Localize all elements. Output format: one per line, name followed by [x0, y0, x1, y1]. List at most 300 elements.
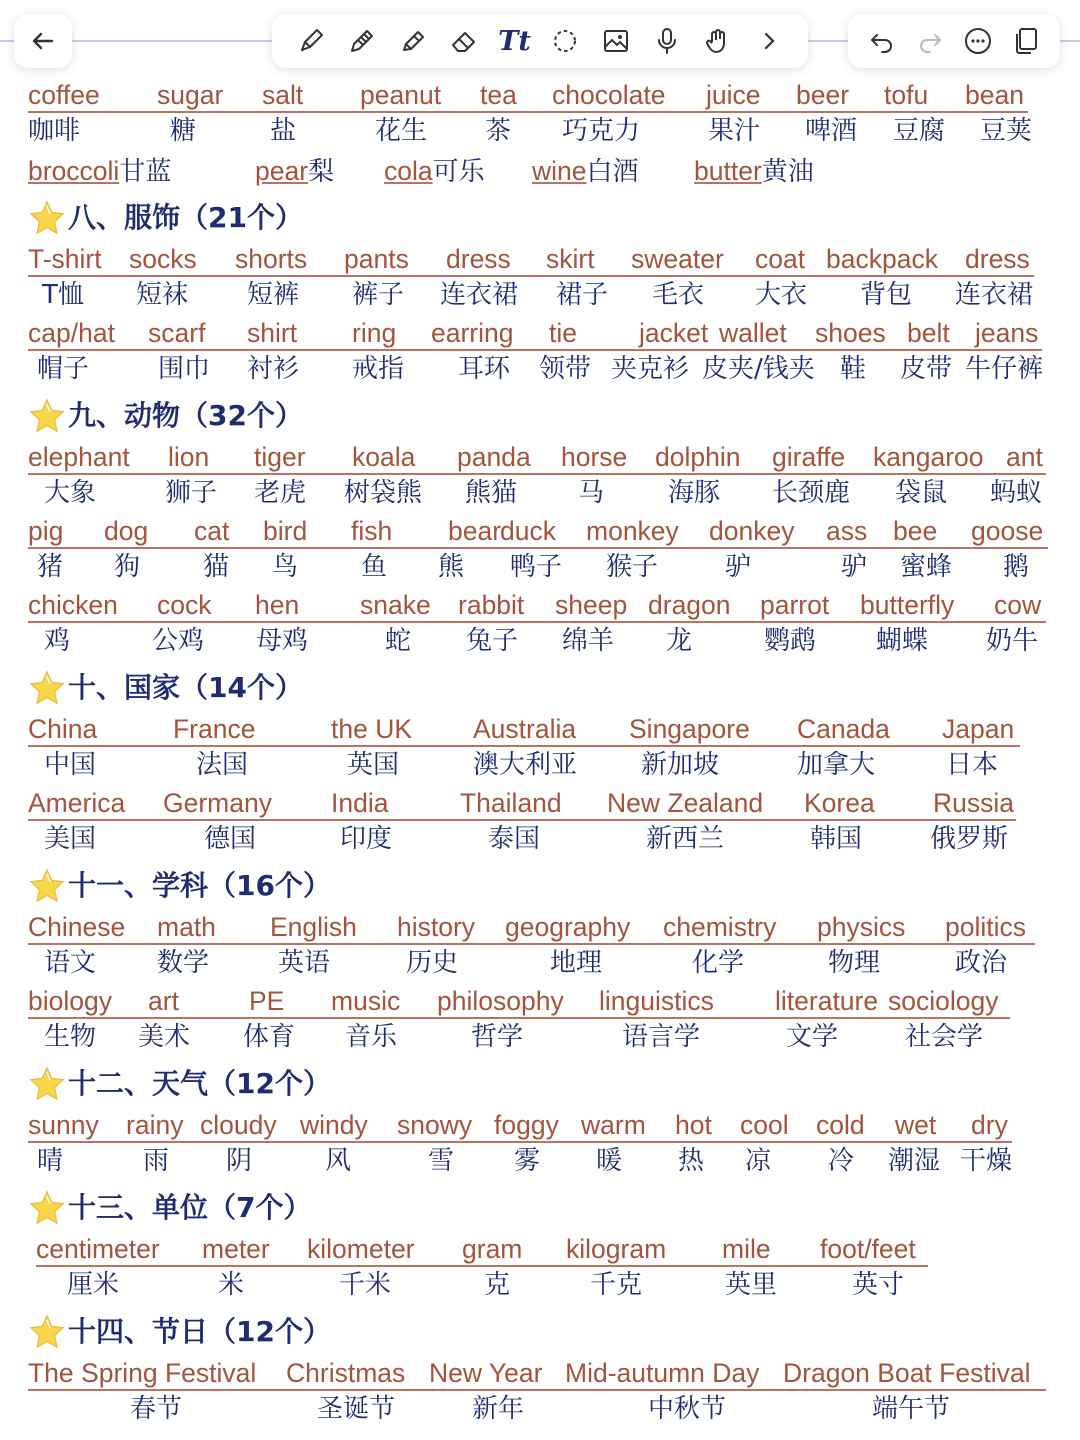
undo-icon[interactable] — [866, 25, 898, 57]
chinese-meaning: 语文 — [44, 948, 97, 978]
chinese-meaning: 数学 — [157, 948, 210, 978]
english-word: wine — [532, 156, 587, 186]
english-word: cock — [157, 590, 212, 620]
english-word: tiger — [254, 442, 306, 472]
chinese-meaning: 韩国 — [810, 824, 863, 854]
english-word: chemistry — [663, 912, 777, 942]
english-word: peanut — [360, 80, 442, 110]
english-word: fish — [351, 516, 393, 546]
english-word: parrot — [760, 590, 830, 620]
chinese-meaning: 雾 — [514, 1146, 541, 1176]
chinese-meaning: 鱼 — [361, 552, 388, 582]
chinese-meaning: 干燥 — [960, 1146, 1013, 1176]
english-word: shorts — [235, 244, 308, 274]
english-word: tea — [480, 80, 517, 110]
chinese-meaning: 猴子 — [606, 552, 659, 582]
chinese-meaning: 政治 — [955, 948, 1008, 978]
chinese-meaning: 蝴蝶 — [876, 626, 929, 656]
english-word: Korea — [804, 788, 875, 818]
animals-english-row-2 — [0, 514, 1080, 554]
chinese-meaning: 狮子 — [165, 478, 218, 508]
chinese-meaning: 蛇 — [385, 626, 412, 656]
english-word: mile — [722, 1234, 771, 1264]
image-icon[interactable] — [600, 25, 632, 57]
chinese-meaning: 生物 — [44, 1022, 97, 1052]
animals-english-row-1 — [0, 440, 1080, 480]
chinese-meaning: 连衣裙 — [440, 280, 519, 310]
english-word: Canada — [797, 714, 890, 744]
more-icon[interactable] — [962, 25, 994, 57]
english-word: koala — [352, 442, 416, 472]
english-word: bean — [965, 80, 1024, 110]
star-icon — [28, 867, 66, 905]
english-word: pants — [344, 244, 409, 274]
chinese-meaning: 潮湿 — [888, 1146, 941, 1176]
festivals-english-row — [0, 1356, 1080, 1396]
english-word: sociology — [888, 986, 999, 1016]
chinese-meaning: 音乐 — [345, 1022, 398, 1052]
english-word: literature — [775, 986, 879, 1016]
pen-icon[interactable] — [295, 25, 327, 57]
mixed-word — [694, 154, 814, 189]
chinese-meaning: 熊 — [438, 552, 465, 582]
english-word: wet — [895, 1110, 937, 1140]
chinese-meaning: 雨 — [143, 1146, 170, 1176]
english-word: politics — [945, 912, 1027, 942]
english-word: cat — [194, 516, 230, 546]
text-icon[interactable] — [499, 25, 531, 57]
english-word: rabbit — [458, 590, 525, 620]
chinese-meaning: 千米 — [339, 1270, 392, 1300]
chinese-meaning: 狗 — [114, 552, 141, 582]
english-word: cloudy — [200, 1110, 277, 1140]
subjects-english-row-2 — [0, 984, 1080, 1024]
english-word: giraffe — [772, 442, 846, 472]
section-units — [28, 1186, 311, 1230]
chinese-meaning: 糖 — [170, 116, 197, 146]
animals-chinese-row-2 — [0, 550, 1080, 590]
english-word: dress — [965, 244, 1030, 274]
chinese-meaning: 海豚 — [668, 478, 721, 508]
chinese-meaning: 阴 — [226, 1146, 253, 1176]
chinese-meaning: 新西兰 — [646, 824, 725, 854]
section-title: 十四、节日（12个） — [68, 1315, 331, 1348]
chevron-right-icon[interactable] — [753, 25, 785, 57]
english-word: butter — [694, 156, 762, 186]
section-title: 十、国家（14个） — [68, 671, 303, 704]
section-clothing — [28, 196, 303, 240]
section-title: 十二、天气（12个） — [68, 1067, 331, 1100]
pencil-icon[interactable] — [346, 25, 378, 57]
chinese-meaning: 英里 — [725, 1270, 778, 1300]
chinese-meaning: 夹克衫 — [611, 354, 690, 384]
chinese-meaning: 马 — [578, 478, 605, 508]
english-word: cola — [384, 156, 433, 186]
countries-chinese-row-2 — [0, 822, 1080, 862]
chinese-meaning: 英语 — [278, 948, 331, 978]
english-word: math — [157, 912, 216, 942]
chinese-meaning: 晴 — [37, 1146, 64, 1176]
star-icon — [28, 199, 66, 237]
chinese-meaning: 短袜 — [136, 280, 189, 310]
english-word: dragon — [648, 590, 731, 620]
chinese-meaning: 短裤 — [247, 280, 300, 310]
chinese-meaning: 背包 — [860, 280, 913, 310]
english-word: salt — [262, 80, 304, 110]
mixed-word — [532, 154, 639, 189]
countries-chinese-row-1 — [0, 748, 1080, 788]
chinese-meaning: 耳环 — [458, 354, 511, 384]
english-word: music — [331, 986, 401, 1016]
chinese-meaning: 可乐 — [432, 157, 485, 187]
chinese-meaning: 大象 — [44, 478, 97, 508]
chinese-meaning: 鹅 — [1003, 552, 1030, 582]
subjects-chinese-row-1 — [0, 946, 1080, 986]
back-button[interactable] — [14, 14, 72, 68]
english-word: Russia — [933, 788, 1015, 818]
english-word: jeans — [975, 318, 1039, 348]
chinese-meaning: 体育 — [243, 1022, 296, 1052]
english-word: chicken — [28, 590, 118, 620]
microphone-icon[interactable] — [651, 25, 683, 57]
english-word: butterfly — [860, 590, 955, 620]
english-word: cow — [994, 590, 1042, 620]
english-word: beer — [796, 80, 850, 110]
english-word: Australia — [473, 714, 577, 744]
star-icon — [28, 1313, 66, 1351]
chinese-meaning: 盐 — [270, 116, 297, 146]
chinese-meaning: 皮带 — [900, 354, 953, 384]
english-word: Christmas — [286, 1358, 406, 1388]
chinese-meaning: 鸟 — [272, 552, 299, 582]
chinese-meaning: 美术 — [138, 1022, 191, 1052]
animals-english-row-3 — [0, 588, 1080, 628]
english-word: English — [270, 912, 357, 942]
drawing-tools-bar — [272, 14, 808, 68]
english-word: jacket — [639, 318, 709, 348]
english-word: snowy — [397, 1110, 473, 1140]
chinese-meaning: 花生 — [375, 116, 428, 146]
chinese-meaning: 端午节 — [872, 1394, 951, 1424]
chinese-meaning: 驴 — [725, 552, 752, 582]
english-word: America — [28, 788, 126, 818]
chinese-meaning: 雪 — [428, 1146, 455, 1176]
english-word: T-shirt — [28, 244, 102, 274]
english-word: sweater — [631, 244, 724, 274]
english-word: bird — [263, 516, 308, 546]
chinese-meaning: 鸡 — [44, 626, 71, 656]
section-subjects — [28, 864, 331, 908]
food-english-row — [0, 78, 1080, 118]
clothing-chinese-row-2 — [0, 352, 1080, 392]
english-word: ring — [352, 318, 397, 348]
english-word: earring — [431, 318, 514, 348]
english-word: sunny — [28, 1110, 99, 1140]
english-word: foggy — [494, 1110, 559, 1140]
english-word: linguistics — [599, 986, 714, 1016]
animals-chinese-row-1 — [0, 476, 1080, 516]
english-word: ass — [826, 516, 868, 546]
english-word: cold — [816, 1110, 865, 1140]
english-word: bee — [893, 516, 938, 546]
chinese-meaning: 梨 — [308, 157, 335, 187]
english-word: dolphin — [655, 442, 741, 472]
chinese-meaning: 风 — [325, 1146, 352, 1176]
english-word: Singapore — [629, 714, 750, 744]
chinese-meaning: 凉 — [745, 1146, 772, 1176]
english-word: warm — [581, 1110, 646, 1140]
chinese-meaning: 化学 — [692, 948, 745, 978]
chinese-meaning: 冷 — [828, 1146, 855, 1176]
english-word: kilometer — [307, 1234, 415, 1264]
chinese-meaning: 兔子 — [466, 626, 519, 656]
chinese-meaning: 日本 — [946, 750, 999, 780]
animals-chinese-row-3 — [0, 624, 1080, 664]
chinese-meaning: 鹦鹉 — [764, 626, 817, 656]
english-word: sheep — [555, 590, 628, 620]
chinese-meaning: 蚂蚁 — [990, 478, 1043, 508]
subjects-chinese-row-2 — [0, 1020, 1080, 1060]
english-word: philosophy — [437, 986, 564, 1016]
eraser-icon[interactable] — [448, 25, 480, 57]
english-word: donkey — [709, 516, 795, 546]
english-word: Japan — [942, 714, 1015, 744]
mixed-word — [28, 154, 171, 189]
english-word: coffee — [28, 80, 100, 110]
chinese-meaning: 中国 — [44, 750, 97, 780]
chinese-meaning: 公鸡 — [152, 626, 205, 656]
english-word: duck — [500, 516, 556, 546]
english-word: coat — [755, 244, 806, 274]
english-word: goose — [971, 516, 1044, 546]
star-icon — [28, 1065, 66, 1103]
chinese-meaning: 热 — [678, 1146, 705, 1176]
chinese-meaning: 蜜蜂 — [900, 552, 953, 582]
chinese-meaning: 裙子 — [556, 280, 609, 310]
english-word: scarf — [148, 318, 206, 348]
festivals-chinese-row — [0, 1392, 1080, 1432]
star-icon — [28, 669, 66, 707]
chinese-meaning: 母鸡 — [256, 626, 309, 656]
section-animals — [28, 394, 303, 438]
section-weather — [28, 1062, 331, 1106]
english-word: foot/feet — [820, 1234, 916, 1264]
english-word: centimeter — [36, 1234, 160, 1264]
english-word: New Year — [429, 1358, 543, 1388]
english-word: monkey — [586, 516, 679, 546]
chinese-meaning: 德国 — [204, 824, 257, 854]
chinese-meaning: 咖啡 — [28, 116, 81, 146]
hand-gesture-icon[interactable] — [702, 25, 734, 57]
chinese-meaning: 鸭子 — [510, 552, 563, 582]
arrow-left-icon[interactable] — [27, 25, 59, 57]
english-word: backpack — [826, 244, 938, 274]
english-word: hen — [255, 590, 300, 620]
chinese-meaning: 茶 — [485, 116, 512, 146]
english-word: physics — [817, 912, 906, 942]
english-word: broccoli — [28, 156, 120, 186]
english-word: The Spring Festival — [28, 1358, 257, 1388]
english-word: skirt — [546, 244, 595, 274]
chinese-meaning: 英寸 — [852, 1270, 905, 1300]
english-word: dress — [446, 244, 511, 274]
countries-english-row-1 — [0, 712, 1080, 752]
chinese-meaning: 新加坡 — [641, 750, 720, 780]
chinese-meaning: 奶牛 — [986, 626, 1039, 656]
food-chinese-row — [0, 114, 1080, 154]
chinese-meaning: 物理 — [828, 948, 881, 978]
english-word: geography — [505, 912, 631, 942]
pages-icon[interactable] — [1010, 25, 1042, 57]
chinese-meaning: 长颈鹿 — [772, 478, 851, 508]
chinese-meaning: 猪 — [37, 552, 64, 582]
highlighter-icon[interactable] — [397, 25, 429, 57]
english-word: panda — [457, 442, 531, 472]
clothing-chinese-row-1 — [0, 278, 1080, 318]
clothing-english-row-1 — [0, 242, 1080, 282]
english-word: ant — [1006, 442, 1043, 472]
chinese-meaning: 牛仔裤 — [965, 354, 1044, 384]
english-word: tofu — [884, 80, 929, 110]
english-word: horse — [561, 442, 628, 472]
chinese-meaning: 裤子 — [352, 280, 405, 310]
english-word: Mid-autumn Day — [565, 1358, 760, 1388]
text-tool-label: Tt — [498, 25, 531, 57]
english-word: chocolate — [552, 80, 666, 110]
chinese-meaning: 澳大利亚 — [473, 750, 578, 780]
units-english-row — [0, 1232, 1080, 1272]
chinese-meaning: 帽子 — [37, 354, 90, 384]
english-word: Dragon Boat Festival — [783, 1358, 1031, 1388]
english-word: windy — [300, 1110, 368, 1140]
chinese-meaning: 千克 — [590, 1270, 643, 1300]
chinese-meaning: 法国 — [196, 750, 249, 780]
chinese-meaning: 厘米 — [67, 1270, 120, 1300]
chinese-meaning: 树袋熊 — [344, 478, 423, 508]
english-word: dry — [971, 1110, 1008, 1140]
chinese-meaning: 猫 — [203, 552, 230, 582]
english-word: juice — [706, 80, 761, 110]
chinese-meaning: 甘蓝 — [119, 157, 172, 187]
section-title: 十三、单位（7个） — [68, 1191, 312, 1224]
english-word: meter — [202, 1234, 270, 1264]
section-title: 十一、学科（16个） — [68, 869, 331, 902]
subjects-english-row-1 — [0, 910, 1080, 950]
english-word: bear — [448, 516, 502, 546]
english-word: belt — [907, 318, 950, 348]
chinese-meaning: 地理 — [550, 948, 603, 978]
english-word: China — [28, 714, 98, 744]
chinese-meaning: 文学 — [786, 1022, 839, 1052]
chinese-meaning: 熊猫 — [465, 478, 518, 508]
chinese-meaning: 驴 — [841, 552, 868, 582]
chinese-meaning: 龙 — [666, 626, 693, 656]
english-word: wallet — [719, 318, 787, 348]
chinese-meaning: 巧克力 — [562, 116, 641, 146]
chinese-meaning: 毛衣 — [652, 280, 705, 310]
chinese-meaning: 美国 — [44, 824, 97, 854]
chinese-meaning: 连衣裙 — [955, 280, 1034, 310]
chinese-meaning: 新年 — [472, 1394, 525, 1424]
countries-english-row-2 — [0, 786, 1080, 826]
chinese-meaning: 老虎 — [254, 478, 307, 508]
english-word: New Zealand — [607, 788, 764, 818]
chinese-meaning: 啤酒 — [805, 116, 858, 146]
english-word: Thailand — [460, 788, 562, 818]
chinese-meaning: 中秋节 — [648, 1394, 727, 1424]
section-title: 九、动物（32个） — [68, 399, 303, 432]
english-word: shirt — [247, 318, 298, 348]
chinese-meaning: 皮夹/钱夹 — [702, 354, 815, 384]
english-word: lion — [168, 442, 210, 472]
document-actions-bar — [848, 14, 1060, 68]
chinese-meaning: 豆荚 — [980, 116, 1033, 146]
chinese-meaning: 黄油 — [761, 157, 814, 187]
weather-chinese-row — [0, 1144, 1080, 1184]
chinese-meaning: 春节 — [130, 1394, 183, 1424]
chinese-meaning: 围巾 — [158, 354, 211, 384]
chinese-meaning: 大衣 — [755, 280, 808, 310]
star-icon — [28, 397, 66, 435]
english-word: Germany — [163, 788, 272, 818]
english-word: Chinese — [28, 912, 126, 942]
chinese-meaning: 鞋 — [840, 354, 867, 384]
chinese-meaning: 克 — [484, 1270, 511, 1300]
chinese-meaning: 暖 — [596, 1146, 623, 1176]
section-festivals — [28, 1310, 331, 1354]
redo-icon[interactable] — [914, 25, 946, 57]
english-word: elephant — [28, 442, 130, 472]
chinese-meaning: 印度 — [340, 824, 393, 854]
chinese-meaning: 领带 — [539, 354, 592, 384]
english-word: pig — [28, 516, 64, 546]
chinese-meaning: 豆腐 — [893, 116, 946, 146]
english-word: kilogram — [566, 1234, 667, 1264]
english-word: tie — [549, 318, 577, 348]
english-word: rainy — [126, 1110, 184, 1140]
chinese-meaning: 圣诞节 — [317, 1394, 396, 1424]
clothing-english-row-2 — [0, 316, 1080, 356]
mixed-word — [255, 154, 334, 189]
english-word: sugar — [157, 80, 224, 110]
english-word: cap/hat — [28, 318, 115, 348]
english-word: art — [148, 986, 179, 1016]
chinese-meaning: 哲学 — [471, 1022, 524, 1052]
chinese-meaning: 绵羊 — [562, 626, 615, 656]
section-title: 八、服饰（21个） — [68, 201, 303, 234]
english-word: gram — [462, 1234, 523, 1264]
lasso-icon[interactable] — [549, 25, 581, 57]
english-word: cool — [740, 1110, 789, 1140]
chinese-meaning: 英国 — [347, 750, 400, 780]
mixed-word — [384, 154, 485, 189]
chinese-meaning: 白酒 — [586, 157, 639, 187]
english-word: pear — [255, 156, 309, 186]
chinese-meaning: 泰国 — [488, 824, 541, 854]
english-word: biology — [28, 986, 112, 1016]
chinese-meaning: 加拿大 — [797, 750, 876, 780]
english-word: socks — [129, 244, 197, 274]
star-icon — [28, 1189, 66, 1227]
english-word: India — [331, 788, 389, 818]
chinese-meaning: 果汁 — [708, 116, 761, 146]
english-word: kangaroo — [873, 442, 984, 472]
weather-english-row — [0, 1108, 1080, 1148]
chinese-meaning: T恤 — [42, 280, 84, 310]
units-chinese-row — [0, 1268, 1080, 1308]
chinese-meaning: 社会学 — [905, 1022, 984, 1052]
chinese-meaning: 语言学 — [622, 1022, 701, 1052]
